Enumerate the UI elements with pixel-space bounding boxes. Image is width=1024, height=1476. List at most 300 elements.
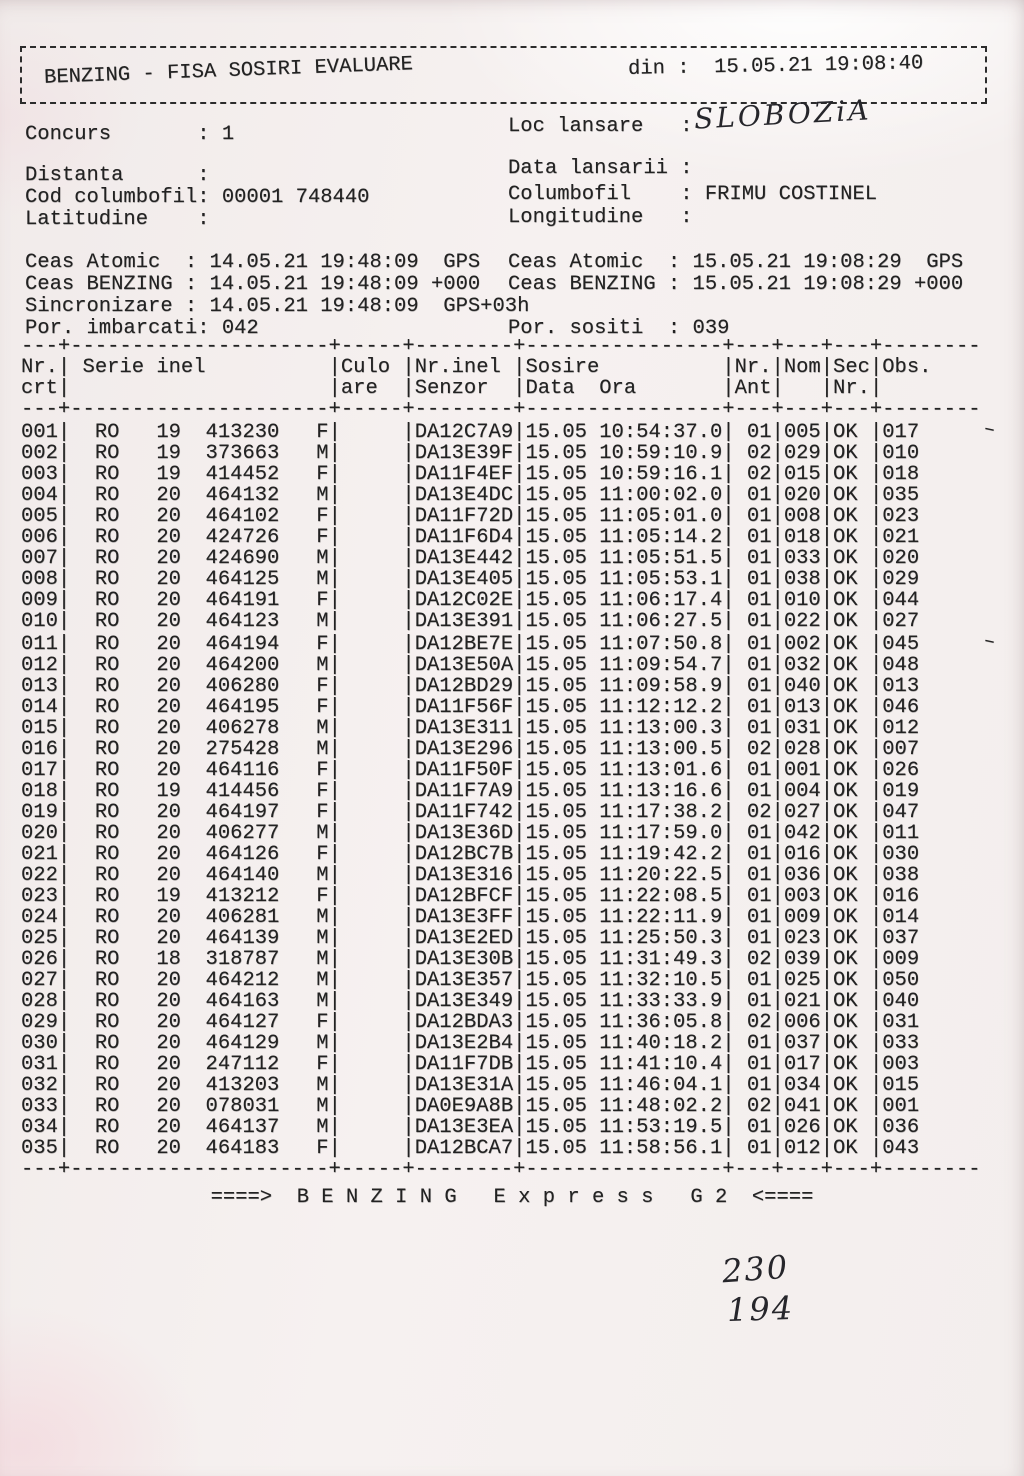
th-sosire: Sosire <box>525 356 723 379</box>
cell-sec: OK <box>833 969 870 992</box>
cell-obs: 044 <box>882 589 981 612</box>
cell-obs: 040 <box>882 990 981 1013</box>
cell-nr: 018 <box>21 780 58 803</box>
table-row: 023| RO 19 413212 F| |DA12BFCF|15.05 11:22:08.5| 01|003|OK |016 <box>21 885 981 908</box>
cell-senzor: DA13E2ED <box>414 927 514 950</box>
cell-senzor: DA12BDA3 <box>414 1011 514 1034</box>
cell-obs: 037 <box>882 927 981 950</box>
cell-senzor: DA13E31A <box>414 1074 514 1097</box>
cell-culoare <box>341 1095 403 1118</box>
table-row: 024| RO 20 406281 M| |DA13E3FF|15.05 11:22:11.9| 01|009|OK |014 <box>21 906 981 929</box>
cell-sec: OK <box>833 1032 870 1055</box>
cell-nom: 026 <box>783 1116 821 1139</box>
cell-ant: 01 <box>734 864 772 887</box>
cell-nr: 033 <box>21 1095 58 1118</box>
cell-culoare <box>341 610 403 633</box>
cell-nom: 004 <box>783 780 821 803</box>
ceas-benzing-start: Ceas BENZING : 14.05.21 19:48:09 +000 <box>25 273 481 296</box>
cell-nr: 019 <box>21 801 58 824</box>
cell-obs: 009 <box>882 948 981 971</box>
cell-ant: 01 <box>734 969 772 992</box>
cell-sosire: 15.05 10:59:10.9 <box>525 442 723 465</box>
table-row: 034| RO 20 464137 M| |DA13E3EA|15.05 11:53:19.5| 01|026|OK |036 <box>21 1116 981 1139</box>
cell-ant: 01 <box>734 421 772 444</box>
cell-ant: 01 <box>734 906 772 929</box>
cell-obs: 007 <box>882 738 981 761</box>
table-row: 010| RO 20 464123 M| |DA13E391|15.05 11:06:27.5| 01|022|OK |027 <box>21 610 981 633</box>
cell-ant: 01 <box>734 990 772 1013</box>
table-row: 007| RO 20 424690 M| |DA13E442|15.05 11:05:51.5| 01|033|OK |020 <box>21 547 981 570</box>
th-ant: Nr. <box>734 356 772 379</box>
cell-serie: RO 20 424726 F <box>70 526 329 549</box>
cell-nom: 005 <box>783 421 821 444</box>
cell-serie: RO 20 078031 M <box>70 1095 329 1118</box>
handwritten-count-top: 230 <box>720 1247 791 1291</box>
cell-nr: 003 <box>21 463 58 486</box>
cell-sosire: 15.05 11:22:08.5 <box>525 885 723 908</box>
cell-sec: OK <box>833 1074 870 1097</box>
cell-nom: 013 <box>783 696 821 719</box>
cell-obs: 023 <box>882 505 981 528</box>
cell-ant: 01 <box>734 1137 772 1160</box>
handwritten-row-mark: – <box>981 414 997 441</box>
table-rule: ---+---------------------+-----+--------+----------------+---+---+---+-------- <box>21 335 981 358</box>
cell-ant: 01 <box>734 610 772 633</box>
cell-sec: OK <box>833 1137 870 1160</box>
cell-ant: 01 <box>734 589 772 612</box>
cell-sosire: 15.05 11:06:17.4 <box>525 589 723 612</box>
cell-sosire: 15.05 11:06:27.5 <box>525 610 723 633</box>
cell-sosire: 15.05 11:17:59.0 <box>525 822 723 845</box>
cell-serie: RO 19 373663 M <box>70 442 329 465</box>
cell-nom: 034 <box>783 1074 821 1097</box>
cell-serie: RO 20 406277 M <box>70 822 329 845</box>
cell-ant: 01 <box>734 885 772 908</box>
cell-senzor: DA12BC7B <box>414 843 514 866</box>
cell-nr: 020 <box>21 822 58 845</box>
report-print-datetime: din : 15.05.21 19:08:40 <box>627 52 924 81</box>
cell-sosire: 15.05 11:12:12.2 <box>525 696 723 719</box>
cell-senzor: DA12C02E <box>414 589 514 612</box>
cell-serie: RO 20 464163 M <box>70 990 329 1013</box>
cell-serie: RO 19 414456 F <box>70 780 329 803</box>
cell-obs: 045 <box>882 633 981 656</box>
cell-nom: 022 <box>783 610 821 633</box>
cell-nr: 028 <box>21 990 58 1013</box>
table-row: 032| RO 20 413203 M| |DA13E31A|15.05 11:46:04.1| 01|034|OK |015 <box>21 1074 981 1097</box>
cell-nom: 001 <box>783 759 821 782</box>
cell-serie: RO 20 464137 M <box>70 1116 329 1139</box>
cell-sec: OK <box>833 696 870 719</box>
line-ceas-benzing <box>25 274 963 296</box>
line-sincronizare <box>25 295 530 318</box>
cell-serie: RO 20 464183 F <box>70 1137 329 1160</box>
cell-culoare <box>341 463 403 486</box>
cell-senzor: DA11F50F <box>414 759 514 782</box>
cell-sosire: 15.05 11:13:00.3 <box>525 717 723 740</box>
th-nr: crt <box>21 377 58 400</box>
cell-nom: 039 <box>783 948 821 971</box>
cell-nr: 027 <box>21 969 58 992</box>
cell-obs: 017 <box>882 421 981 444</box>
table-row: 020| RO 20 406277 M| |DA13E36D|15.05 11:17:59.0| 01|042|OK |011 <box>21 822 981 845</box>
th-nr: Nr. <box>21 356 58 379</box>
cell-sec: OK <box>833 675 870 698</box>
cell-senzor: DA12BCA7 <box>414 1137 514 1160</box>
cell-culoare <box>341 526 403 549</box>
cell-obs: 043 <box>882 1137 981 1160</box>
field-cod-columbofil: Cod columbofil: 00001 748440 <box>25 186 370 209</box>
table-row: 013| RO 20 406280 F| |DA12BD29|15.05 11:09:58.9| 01|040|OK |013 <box>21 675 981 698</box>
cell-nom: 036 <box>783 864 821 887</box>
cell-obs: 003 <box>882 1053 981 1076</box>
cell-serie: RO 20 464127 F <box>70 1011 329 1034</box>
cell-sec: OK <box>833 633 870 656</box>
th-obs <box>882 377 980 400</box>
cell-sec: OK <box>833 780 870 803</box>
th-obs: Obs. <box>882 356 981 379</box>
cell-senzor: DA11F7A9 <box>414 780 514 803</box>
cell-sosire: 15.05 11:48:02.2 <box>525 1095 723 1118</box>
ceas-benzing-stop: Ceas BENZING : 15.05.21 19:08:29 +000 <box>508 273 964 296</box>
cell-serie: RO 20 464194 F <box>70 633 329 656</box>
field-concurs: Concurs : 1 <box>25 123 235 146</box>
table-row: 009| RO 20 464191 F| |DA12C02E|15.05 11:06:17.4| 01|010|OK |044 <box>21 589 981 612</box>
cell-nr: 011 <box>21 633 58 656</box>
cell-sosire: 15.05 11:36:05.8 <box>525 1011 723 1034</box>
cell-nom: 015 <box>783 463 821 486</box>
table-row: 018| RO 19 414456 F| |DA11F7A9|15.05 11:13:16.6| 01|004|OK |019 <box>21 780 981 803</box>
cell-senzor: DA13E36D <box>414 822 514 845</box>
cell-nr: 006 <box>21 526 58 549</box>
cell-ant: 01 <box>734 927 772 950</box>
table-rule: ---+---------------------+-----+--------+----------------+---+---+---+-------- <box>21 398 981 421</box>
cell-senzor: DA11F6D4 <box>414 526 514 549</box>
cell-obs: 035 <box>882 484 981 507</box>
cell-sec: OK <box>833 547 870 570</box>
cell-sec: OK <box>833 906 870 929</box>
cell-obs: 036 <box>882 1116 981 1139</box>
cell-nr: 024 <box>21 906 58 929</box>
cell-serie: RO 20 464139 M <box>70 927 329 950</box>
cell-sec: OK <box>833 1053 870 1076</box>
cell-obs: 029 <box>882 568 981 591</box>
cell-culoare <box>341 589 403 612</box>
cell-obs: 027 <box>882 610 981 633</box>
cell-sosire: 15.05 11:33:33.9 <box>525 990 723 1013</box>
cell-ant: 01 <box>734 822 772 845</box>
cell-culoare <box>341 843 403 866</box>
table-row: 016| RO 20 275428 M| |DA13E296|15.05 11:13:00.5| 02|028|OK |007 <box>21 738 981 761</box>
cell-sec: OK <box>833 654 870 677</box>
cell-nom: 016 <box>783 843 821 866</box>
table-row: 014| RO 20 464195 F| |DA11F56F|15.05 11:12:12.2| 01|013|OK |046 <box>21 696 981 719</box>
table-header-row: Nr.| Serie inel |Culo |Nr.inel |Sosire |Nr.|Nom|Sec|Obs. <box>21 356 981 379</box>
cell-culoare <box>341 717 403 740</box>
line-ceas-atomic <box>25 252 963 274</box>
table-rule: ---+---------------------+-----+--------+----------------+---+---+---+-------- <box>21 1158 981 1181</box>
cell-senzor: DA0E9A8B <box>414 1095 514 1118</box>
cell-nom: 028 <box>783 738 821 761</box>
cell-obs: 047 <box>882 801 981 824</box>
cell-sec: OK <box>833 822 870 845</box>
cell-serie: RO 20 406278 M <box>70 717 329 740</box>
cell-serie: RO 20 464126 F <box>70 843 329 866</box>
cell-ant: 01 <box>734 843 772 866</box>
cell-senzor: DA13E30B <box>414 948 514 971</box>
cell-culoare <box>341 738 403 761</box>
cell-sec: OK <box>833 589 870 612</box>
cell-sosire: 15.05 11:53:19.5 <box>525 1116 723 1139</box>
cell-nom: 002 <box>783 633 821 656</box>
table-row: 033| RO 20 078031 M| |DA0E9A8B|15.05 11:48:02.2| 02|041|OK |001 <box>21 1095 981 1118</box>
cell-sosire: 15.05 11:09:54.7 <box>525 654 723 677</box>
cell-obs: 046 <box>882 696 981 719</box>
footer-device-label: ====> B E N Z I N G E x p r e s s G 2 <==== <box>210 1186 814 1209</box>
cell-sec: OK <box>833 442 870 465</box>
cell-nom: 042 <box>783 822 821 845</box>
cell-sosire: 15.05 11:00:02.0 <box>525 484 723 507</box>
cell-sec: OK <box>833 801 870 824</box>
cell-senzor: DA13E296 <box>414 738 514 761</box>
cell-obs: 012 <box>882 717 981 740</box>
cell-culoare <box>341 654 403 677</box>
cell-sec: OK <box>833 990 870 1013</box>
cell-nr: 017 <box>21 759 58 782</box>
cell-nr: 032 <box>21 1074 58 1097</box>
table-row: 012| RO 20 464200 M| |DA13E50A|15.05 11:09:54.7| 01|032|OK |048 <box>21 654 981 677</box>
cell-obs: 030 <box>882 843 981 866</box>
cell-ant: 01 <box>734 526 772 549</box>
table-row: 001| RO 19 413230 F| |DA12C7A9|15.05 10:54:37.0| 01|005|OK |017 – <box>21 414 997 444</box>
cell-culoare <box>341 1137 403 1160</box>
cell-nr: 001 <box>21 421 58 444</box>
cell-ant: 01 <box>734 1116 772 1139</box>
cell-obs: 014 <box>882 906 981 929</box>
cell-serie: RO 20 464102 F <box>70 505 329 528</box>
cell-obs: 038 <box>882 864 981 887</box>
cell-nom: 023 <box>783 927 821 950</box>
th-ant: Ant <box>734 377 772 400</box>
cell-nr: 022 <box>21 864 58 887</box>
cell-serie: RO 20 464123 M <box>70 610 329 633</box>
th-serie: Serie inel <box>70 356 329 379</box>
cell-obs: 013 <box>882 675 981 698</box>
cell-culoare <box>341 759 403 782</box>
cell-sosire: 15.05 11:17:38.2 <box>525 801 723 824</box>
porumbei-imbarcati: Por. imbarcati: 042 <box>25 317 259 340</box>
cell-nom: 040 <box>783 675 821 698</box>
cell-sec: OK <box>833 421 870 444</box>
table-row: 002| RO 19 373663 M| |DA13E39F|15.05 10:59:10.9| 02|029|OK |010 <box>21 442 981 465</box>
cell-nr: 012 <box>21 654 58 677</box>
cell-nr: 023 <box>21 885 58 908</box>
cell-serie: RO 20 464125 M <box>70 568 329 591</box>
cell-sosire: 15.05 11:05:51.5 <box>525 547 723 570</box>
handwritten-count-bottom: 194 <box>726 1288 795 1330</box>
cell-culoare <box>341 969 403 992</box>
table-row: 028| RO 20 464163 M| |DA13E349|15.05 11:33:33.9| 01|021|OK |040 <box>21 990 981 1013</box>
cell-serie: RO 20 275428 M <box>70 738 329 761</box>
cell-nom: 041 <box>783 1095 821 1118</box>
th-nom <box>784 377 821 400</box>
field-longitudine: Longitudine : <box>508 206 693 229</box>
cell-nr: 030 <box>21 1032 58 1055</box>
cell-serie: RO 20 464212 M <box>70 969 329 992</box>
cell-nr: 002 <box>21 442 58 465</box>
table-row: 030| RO 20 464129 M| |DA13E2B4|15.05 11:40:18.2| 01|037|OK |033 <box>21 1032 981 1055</box>
cell-senzor: DA13E3FF <box>414 906 514 929</box>
cell-culoare <box>341 547 403 570</box>
cell-nr: 021 <box>21 843 58 866</box>
cell-senzor: DA13E391 <box>414 610 514 633</box>
cell-ant: 01 <box>734 654 772 677</box>
cell-serie: RO 18 318787 M <box>70 948 329 971</box>
cell-serie: RO 20 464195 F <box>70 696 329 719</box>
cell-senzor: DA12BE7E <box>414 633 514 656</box>
cell-culoare <box>341 484 403 507</box>
th-senzor: Senzor <box>414 377 514 400</box>
cell-nom: 027 <box>783 801 821 824</box>
cell-nom: 010 <box>783 589 821 612</box>
table-row: 005| RO 20 464102 F| |DA11F72D|15.05 11:05:01.0| 01|008|OK |023 <box>21 505 981 528</box>
cell-sec: OK <box>833 1011 870 1034</box>
cell-culoare <box>341 990 403 1013</box>
table-row: 031| RO 20 247112 F| |DA11F7DB|15.05 11:41:10.4| 01|017|OK |003 <box>21 1053 981 1076</box>
cell-nom: 038 <box>783 568 821 591</box>
cell-sec: OK <box>833 463 870 486</box>
cell-sec: OK <box>833 1116 870 1139</box>
table-row: 029| RO 20 464127 F| |DA12BDA3|15.05 11:36:05.8| 02|006|OK |031 <box>21 1011 981 1034</box>
cell-senzor: DA12BD29 <box>414 675 514 698</box>
cell-sosire: 15.05 11:19:42.2 <box>525 843 723 866</box>
cell-nom: 032 <box>783 654 821 677</box>
cell-serie: RO 20 464200 M <box>70 654 329 677</box>
cell-culoare <box>341 633 403 656</box>
cell-culoare <box>341 1116 403 1139</box>
cell-sec: OK <box>833 717 870 740</box>
cell-serie: RO 20 406281 M <box>70 906 329 929</box>
cell-sec: OK <box>833 843 870 866</box>
cell-nom: 025 <box>783 969 821 992</box>
cell-nr: 035 <box>21 1137 58 1160</box>
th-sec: Nr. <box>833 377 870 400</box>
cell-sosire: 15.05 11:31:49.3 <box>525 948 723 971</box>
cell-serie: RO 20 413203 M <box>70 1074 329 1097</box>
cell-sosire: 15.05 11:05:53.1 <box>525 568 723 591</box>
ceas-atomic-stop: Ceas Atomic : 15.05.21 19:08:29 GPS <box>508 251 964 274</box>
cell-ant: 01 <box>734 484 772 507</box>
ceas-atomic-start: Ceas Atomic : 14.05.21 19:48:09 GPS <box>25 251 481 274</box>
cell-culoare <box>341 906 403 929</box>
cell-culoare <box>341 822 403 845</box>
cell-nom: 033 <box>783 547 821 570</box>
cell-obs: 015 <box>882 1074 981 1097</box>
table-row: 035| RO 20 464183 F| |DA12BCA7|15.05 11:58:56.1| 01|012|OK |043 <box>21 1137 981 1160</box>
cell-obs: 011 <box>882 822 981 845</box>
cell-sosire: 15.05 11:22:11.9 <box>525 906 723 929</box>
cell-ant: 01 <box>734 717 772 740</box>
cell-senzor: DA13E3EA <box>414 1116 514 1139</box>
cell-serie: RO 19 413230 F <box>70 421 329 444</box>
cell-nom: 008 <box>783 505 821 528</box>
cell-nom: 018 <box>783 526 821 549</box>
table-row: 003| RO 19 414452 F| |DA11F4EF|15.05 10:59:16.1| 02|015|OK |018 <box>21 463 981 486</box>
cell-serie: RO 20 464140 M <box>70 864 329 887</box>
cell-culoare <box>341 1011 403 1034</box>
porumbei-sositi: Por. sositi : 039 <box>508 317 730 340</box>
cell-culoare <box>341 675 403 698</box>
cell-sosire: 15.05 10:54:37.0 <box>525 421 723 444</box>
cell-senzor: DA12BFCF <box>414 885 514 908</box>
cell-nom: 020 <box>783 484 821 507</box>
cell-obs: 010 <box>882 442 981 465</box>
cell-sec: OK <box>833 568 870 591</box>
cell-sec: OK <box>833 484 870 507</box>
cell-obs: 050 <box>882 969 981 992</box>
cell-nom: 037 <box>783 1032 821 1055</box>
cell-nr: 013 <box>21 675 58 698</box>
cell-sosire: 15.05 11:13:01.6 <box>525 759 723 782</box>
cell-culoare <box>341 568 403 591</box>
cell-nr: 016 <box>21 738 58 761</box>
cell-sosire: 15.05 11:13:16.6 <box>525 780 723 803</box>
arrivals-table <box>21 335 997 1181</box>
cell-senzor: DA13E357 <box>414 969 514 992</box>
cell-nr: 025 <box>21 927 58 950</box>
cell-ant: 01 <box>734 633 772 656</box>
table-row: 021| RO 20 464126 F| |DA12BC7B|15.05 11:19:42.2| 01|016|OK |030 <box>21 843 981 866</box>
cell-obs: 001 <box>882 1095 981 1118</box>
cell-nr: 029 <box>21 1011 58 1034</box>
cell-senzor: DA11F4EF <box>414 463 514 486</box>
cell-obs: 018 <box>882 463 981 486</box>
cell-serie: RO 19 413212 F <box>70 885 329 908</box>
cell-sosire: 15.05 11:20:22.5 <box>525 864 723 887</box>
table-row: 022| RO 20 464140 M| |DA13E316|15.05 11:20:22.5| 01|036|OK |038 <box>21 864 981 887</box>
table-row: 004| RO 20 464132 M| |DA13E4DC|15.05 11:00:02.0| 01|020|OK |035 <box>21 484 981 507</box>
cell-senzor: DA11F56F <box>414 696 514 719</box>
cell-senzor: DA13E349 <box>414 990 514 1013</box>
cell-ant: 01 <box>734 675 772 698</box>
table-header-row: crt| |are |Senzor |Data Ora |Ant| |Nr.| <box>21 378 991 399</box>
cell-culoare <box>341 1032 403 1055</box>
cell-obs: 033 <box>882 1032 981 1055</box>
cell-sec: OK <box>833 505 870 528</box>
cell-obs: 048 <box>882 654 981 677</box>
cell-culoare <box>341 505 403 528</box>
cell-ant: 01 <box>734 759 772 782</box>
cell-ant: 02 <box>734 948 772 971</box>
th-senzor: Nr.inel <box>414 356 514 379</box>
table-row: 019| RO 20 464197 F| |DA11F742|15.05 11:17:38.2| 02|027|OK |047 <box>21 801 981 824</box>
cell-senzor: DA13E39F <box>414 442 514 465</box>
cell-serie: RO 20 424690 M <box>70 547 329 570</box>
cell-ant: 02 <box>734 1011 772 1034</box>
th-nom: Nom <box>783 356 821 379</box>
cell-obs: 031 <box>882 1011 981 1034</box>
th-culoare: Culo <box>340 356 403 379</box>
cell-nom: 003 <box>783 885 821 908</box>
cell-nr: 031 <box>21 1053 58 1076</box>
cell-senzor: DA13E442 <box>414 547 514 570</box>
th-sec: Sec <box>833 356 870 379</box>
th-culoare: are <box>340 377 403 400</box>
cell-culoare <box>341 421 403 444</box>
cell-senzor: DA13E311 <box>414 717 514 740</box>
cell-nr: 007 <box>21 547 58 570</box>
cell-ant: 01 <box>734 1074 772 1097</box>
